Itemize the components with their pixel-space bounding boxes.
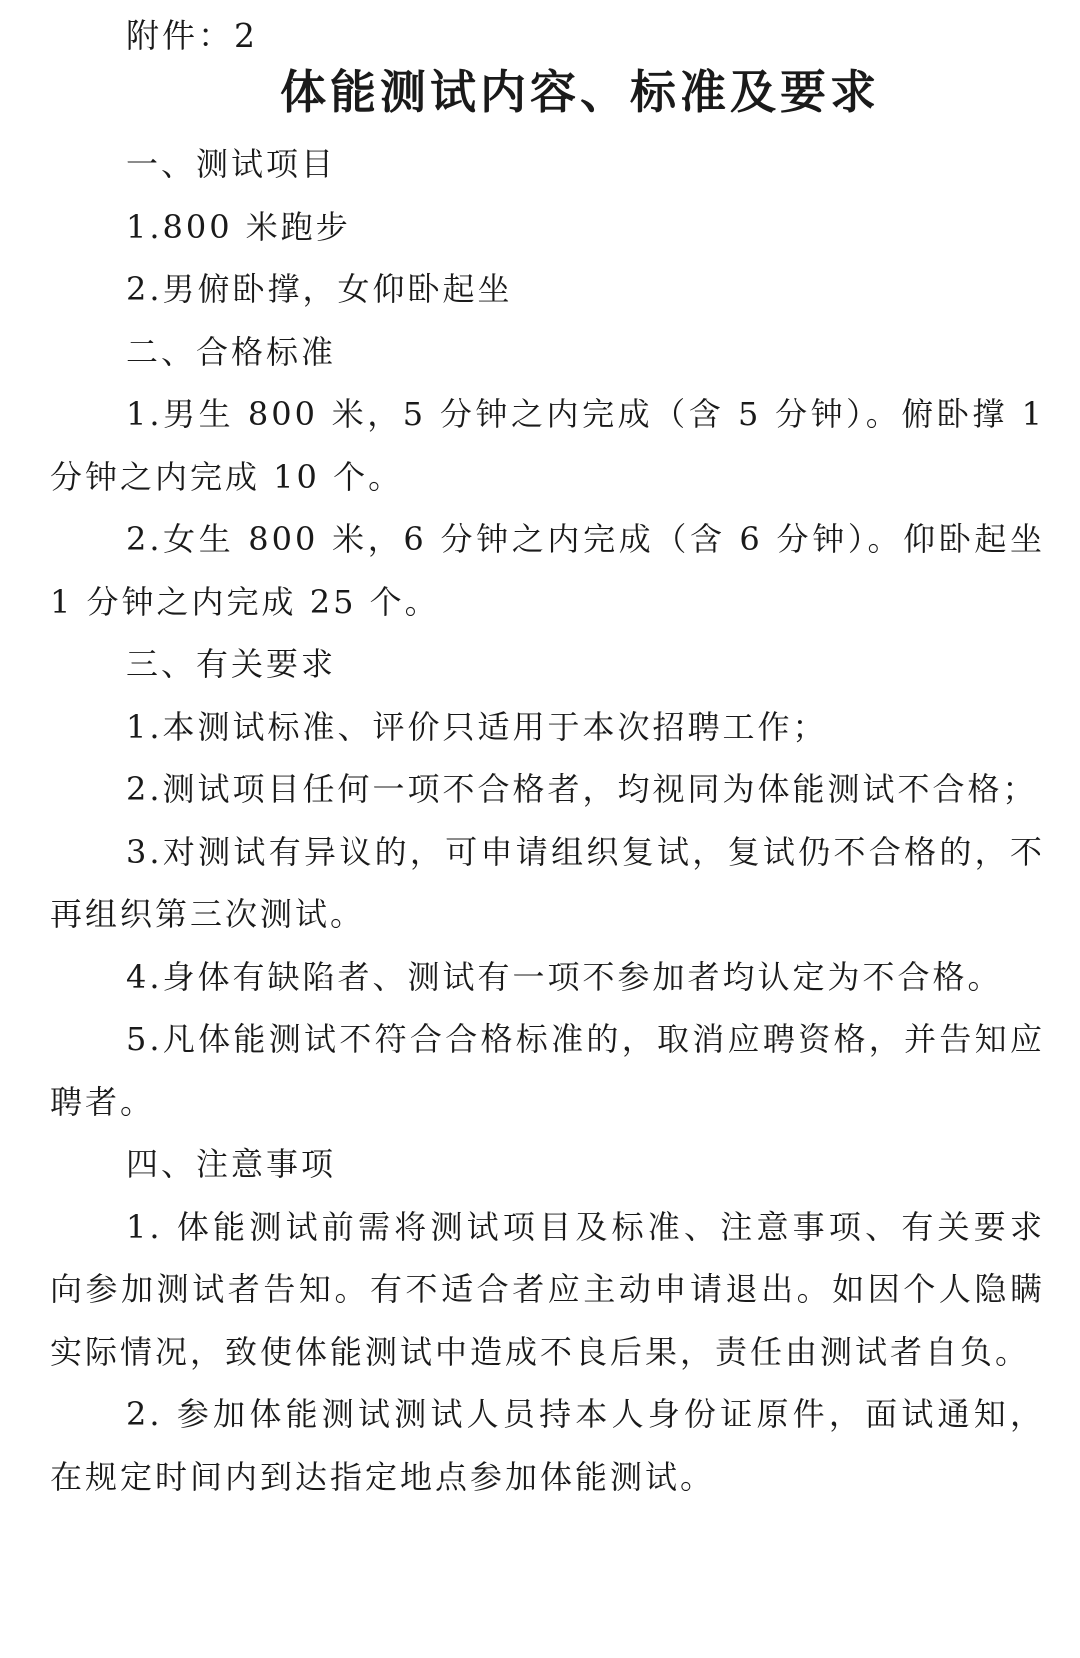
standard-male: 1.男生 800 米，5 分钟之内完成（含 5 分钟）。俯卧撑 1 分钟之内完成 10 个。 [50,395,1045,496]
section-heading-standards: 二、合格标准 [126,332,337,371]
test-item-pushup-situp: 2.男俯卧撑，女仰卧起坐 [126,270,513,308]
requirement-item: 3.对测试有异议的，可申请组织复试，复试仍不合格的，不再组织第三次测试。 [50,832,1045,933]
requirement-item: 4.身体有缺陷者、测试有一项不参加者均认定为不合格。 [126,957,1003,996]
attachment-label: 附件：2 [126,16,258,55]
requirement-item: 1.本测试标准、评价只适用于本次招聘工作； [126,707,828,746]
document-title: 体能测试内容、标准及要求 [280,65,880,119]
requirement-item: 5.凡体能测试不符合合格标准的，取消应聘资格，并告知应聘者。 [50,1020,1045,1121]
test-item-running: 1.800 米跑步 [126,207,351,246]
note-item: 1. 体能测试前需将测试项目及标准、注意事项、有关要求向参加测试者告知。有不适合者应主动申请退出。如因个人隐瞒实际情况，致使体能测试中造成不良后果，责任由测试者自负。 [50,1207,1045,1371]
standard-female: 2.女生 800 米，6 分钟之内完成（含 6 分钟）。仰卧起坐 1 分钟之内完成 25 个。 [50,520,1045,621]
note-item: 2. 参加体能测试测试人员持本人身份证原件，面试通知，在规定时间内到达指定地点参加体能测试。 [50,1395,1045,1496]
requirement-item: 2.测试项目任何一项不合格者，均视同为体能测试不合格； [126,770,1038,808]
document-body [50,133,1045,1508]
section-heading-requirements: 三、有关要求 [126,645,337,683]
section-heading-notes: 四、注意事项 [126,1145,337,1183]
section-heading-test-items: 一、测试项目 [126,145,337,183]
